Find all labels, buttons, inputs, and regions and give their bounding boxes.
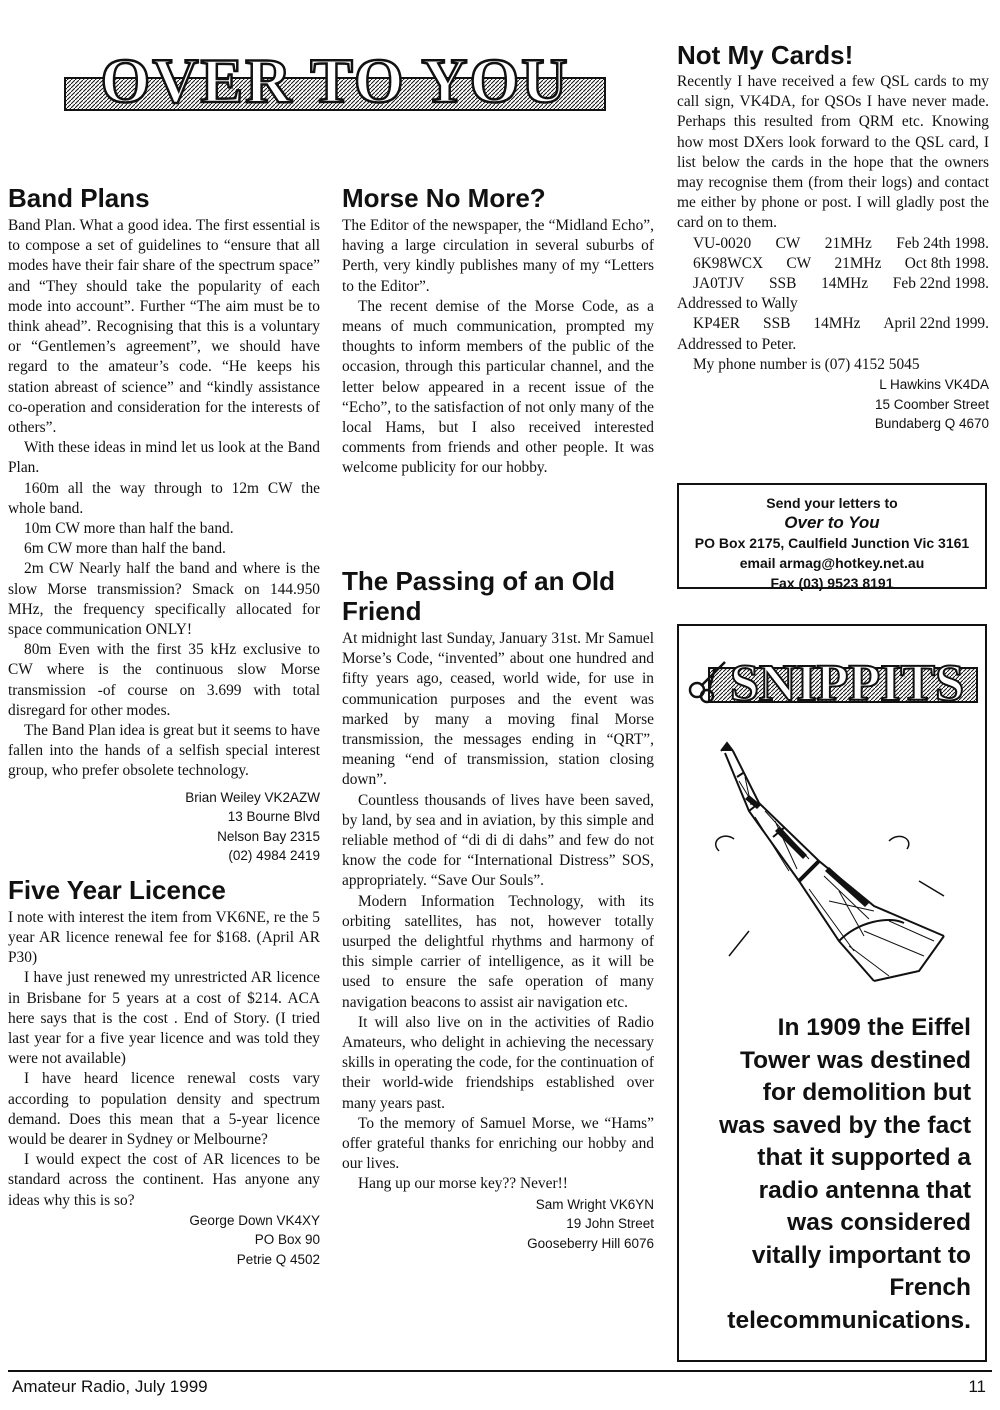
card-mode: CW xyxy=(775,234,801,252)
signature-line: Petrie Q 4502 xyxy=(236,1251,320,1267)
band-plans-para: 10m CW more than half the band. xyxy=(24,520,234,538)
band-plans-heading: Band Plans xyxy=(8,183,150,213)
passing-para: Modern Information Technology, with its orbiting satellites, has not, however totally usurped the delightful rhythms and harmony of this simple carrier of intelligence, as it will be used to ensure the safe operation of many navigation beacons to assist air navigation etc. xyxy=(342,892,654,1011)
card-mode: SSB xyxy=(769,275,797,293)
card-band: 14MHz xyxy=(821,275,869,293)
banner-graphic xyxy=(55,40,615,120)
not-my-cards-intro: Recently I have received a few QSL cards to my call sign, VK4DA, for QSOs I have never made. Perhaps this resulted from QRM etc. Knowing how most DXers look forward to the QSL card, I list below the cards in the hope that the owners may recognise them (from their logs) and contact me either by phone or post. I will gladly post the card on to them. xyxy=(677,73,989,232)
not-my-cards-heading: Not My Cards! xyxy=(677,40,854,70)
snippits-line: was considered xyxy=(787,1209,971,1236)
send-letters-box xyxy=(677,483,987,589)
column-left xyxy=(8,183,320,1269)
signature-line: L Hawkins VK4DA xyxy=(879,377,989,393)
passing-para: To the memory of Samuel Morse, we “Hams” offer grateful thanks for enriching our hobby and our lives. xyxy=(342,1114,654,1173)
card-mode: SSB xyxy=(763,315,791,333)
po-box-line: PO Box 2175, Caulfield Junction Vic 3161 xyxy=(694,535,970,551)
passing-para: At midnight last Sunday, January 31st. Mr Samuel Morse’s Code, “invented” about one hundred and fifty years ago, ceased, world wide, for use in communication purposes and the event was marked by many a moving final Morse transmission, the messages ending in “QRT”, meaning “end of transmission, station closing down”. xyxy=(342,630,654,789)
column-right xyxy=(677,40,989,434)
signature-line: 15 Coomber Street xyxy=(874,396,989,412)
signature-line: (02) 4984 2419 xyxy=(228,848,320,864)
signature-line: George Down VK4XY xyxy=(189,1212,320,1228)
signature-line: 13 Bourne Blvd xyxy=(227,809,320,825)
page-number: 11 xyxy=(968,1377,986,1396)
passing-signature xyxy=(342,1195,654,1254)
five-year-heading: Five Year Licence xyxy=(8,874,226,905)
send-letters-line: Send your letters to xyxy=(766,495,898,511)
addressed-wally: Addressed to Wally xyxy=(677,295,798,313)
five-year-para: I have heard licence renewal costs vary according to population density and spectrum demand. Does this mean that a 5-year licence would be dearer in Sydney or Melbourne? xyxy=(8,1070,320,1148)
card-call: VU-0020 xyxy=(693,234,752,252)
signature-line: 19 John Street xyxy=(566,1216,654,1232)
card-band: 21MHz xyxy=(824,234,872,252)
over-to-you-line: Over to You xyxy=(784,513,880,532)
snippits-line: was saved by the fact xyxy=(719,1111,971,1139)
band-plans-para: 6m CW more than half the band. xyxy=(24,540,226,558)
over-to-you-banner xyxy=(55,40,615,120)
snippits-text xyxy=(681,1012,971,1337)
band-plans-signature xyxy=(8,788,320,866)
card-call: KP4ER xyxy=(693,315,741,333)
card-date: Feb 22nd 1998. xyxy=(892,275,989,293)
card-mode: CW xyxy=(786,254,812,272)
snippits-line: vitally important to xyxy=(751,1241,971,1269)
eiffel-tower-illustration xyxy=(689,731,979,1006)
signature-line: Gooseberry Hill 6076 xyxy=(527,1235,654,1251)
passing-para: Countless thousands of lives have been saved, by land, by sea and in aviation, by this simple and reliable method of “di di di dahs” and few do not know the code for “International Distress” SOS, appropriately. “Save Our Souls”. xyxy=(342,791,654,890)
morse-no-more-para: The Editor of the newspaper, the “Midland Echo”, having a large circulation in several suburbs of Perth, very kindly publishes many of my “Letters to the Editor”. xyxy=(342,217,654,295)
qsl-card-line xyxy=(677,234,989,254)
column-middle-passing xyxy=(342,566,654,1253)
column-middle xyxy=(342,183,654,479)
card-date: April 22nd 1999. xyxy=(883,315,989,333)
passing-para: It will also live on in the activities of Radio Amateurs, who delight in achieving the necessary skills in operating the code, for the continuation of their world-wide friendships established over many years past. xyxy=(342,1013,654,1112)
morse-no-more-heading: Morse No More? xyxy=(342,183,546,213)
five-year-para: I would expect the cost of AR licences to be standard across the continent. Has anyone any ideas why this is so? xyxy=(8,1151,320,1209)
signature-line: Bundaberg Q 4670 xyxy=(874,416,989,432)
fax-line: Fax (03) 9523 8191 xyxy=(770,575,894,591)
qsl-card-line xyxy=(677,274,989,294)
addressed-peter: Addressed to Peter. xyxy=(677,335,797,353)
band-plans-para: 160m all the way through to 12m CW the whole band. xyxy=(8,479,320,517)
card-date: Feb 24th 1998. xyxy=(896,234,989,252)
five-year-signature xyxy=(8,1211,320,1270)
five-year-para: I note with interest the item from VK6NE, re the 5 year AR licence renewal fee for $168. (April AR P30) xyxy=(8,908,320,967)
band-plans-para: 80m Even with the first 35 kHz exclusive to CW where is the continuous slow Morse transmission -of course on 3.699 with total disregard for other modes. xyxy=(8,641,320,719)
card-band: 21MHz xyxy=(834,254,882,272)
snippits-line: In 1909 the Eiffel xyxy=(777,1014,971,1041)
five-year-para: I have just renewed my unrestricted AR licence in Brisbane for 5 years at a cost of $214. ACA here says that is the cost . End of Story. (I tried last year for a five year licence and was told they were not available) xyxy=(8,969,320,1068)
snippits-line: for demolition but xyxy=(762,1079,971,1106)
signature-line: Nelson Bay 2315 xyxy=(217,828,320,844)
banner-title: OVER TO YOU xyxy=(100,45,570,116)
band-plans-para: The Band Plan idea is great but it seems to have fallen into the hands of a selfish special interest group, who prefer obsolete technology. xyxy=(8,722,320,780)
snippits-line: radio antenna that xyxy=(758,1176,971,1204)
card-call: 6K98WCX xyxy=(693,254,764,272)
snippits-line: Tower was destined xyxy=(740,1046,971,1074)
morse-no-more-para: The recent demise of the Morse Code, as a means of much communication, prompted my thoughts to inform members of the public of the occasion, through this particular channel, and the letter below appeared in a recent issue of the “Echo”, to the satisfaction of not only many of the local Hams, but I also received interested comments from friends and other people. It was welcome publicity for our hobby. xyxy=(342,297,654,477)
signature-line: Brian Weiley VK2AZW xyxy=(185,789,320,805)
card-call: JA0TJV xyxy=(693,275,745,293)
card-band: 14MHz xyxy=(813,315,861,333)
snippits-box xyxy=(677,624,987,1362)
band-plans-para: 2m CW Nearly half the band and where is the slow Morse transmission? Smack on 144.950 MHz, the frequency specifically allocated for space communication ONLY! xyxy=(8,560,320,639)
band-plans-para: With these ideas in mind let us look at the Band Plan. xyxy=(8,439,320,477)
email-line: email armag@hotkey.net.au xyxy=(739,555,925,571)
card-date: Oct 8th 1998. xyxy=(904,254,989,272)
snippits-line: telecommunications. xyxy=(727,1306,971,1334)
passing-heading: The Passing of an Old Friend xyxy=(342,566,616,626)
scissors-icon xyxy=(685,656,735,711)
qsl-card-line xyxy=(677,314,989,334)
passing-para: Hang up our morse key?? Never!! xyxy=(358,1175,568,1193)
phone-number: My phone number is (07) 4152 5045 xyxy=(693,355,920,373)
qsl-card-line xyxy=(677,254,989,274)
snippits-title: SNIPPITS xyxy=(729,655,965,712)
footer-publication: Amateur Radio, July 1999 xyxy=(12,1377,208,1396)
signature-line: PO Box 90 xyxy=(254,1232,320,1248)
snippits-line: French xyxy=(889,1274,971,1301)
band-plans-para: Band Plan. What a good idea. The first essential is to compose a set of guidelines to “ensure that all modes have their fair share of the spectrum space” and “They should take the popularity of each mode into account”. Further “The aim must be to think ahead”. Recognising that this is a voluntary or “Gentlemen’s agreement”, we should have regard to the amateur’s code. “He keeps his station abreast of science” and “kindly assistance co-operation and consideration for the interests of others”. xyxy=(8,217,320,437)
signature-line: Sam Wright VK6YN xyxy=(535,1196,654,1212)
not-my-cards-signature xyxy=(677,375,989,434)
snippits-line: that it supported a xyxy=(757,1144,971,1171)
footer-rule xyxy=(8,1370,992,1372)
